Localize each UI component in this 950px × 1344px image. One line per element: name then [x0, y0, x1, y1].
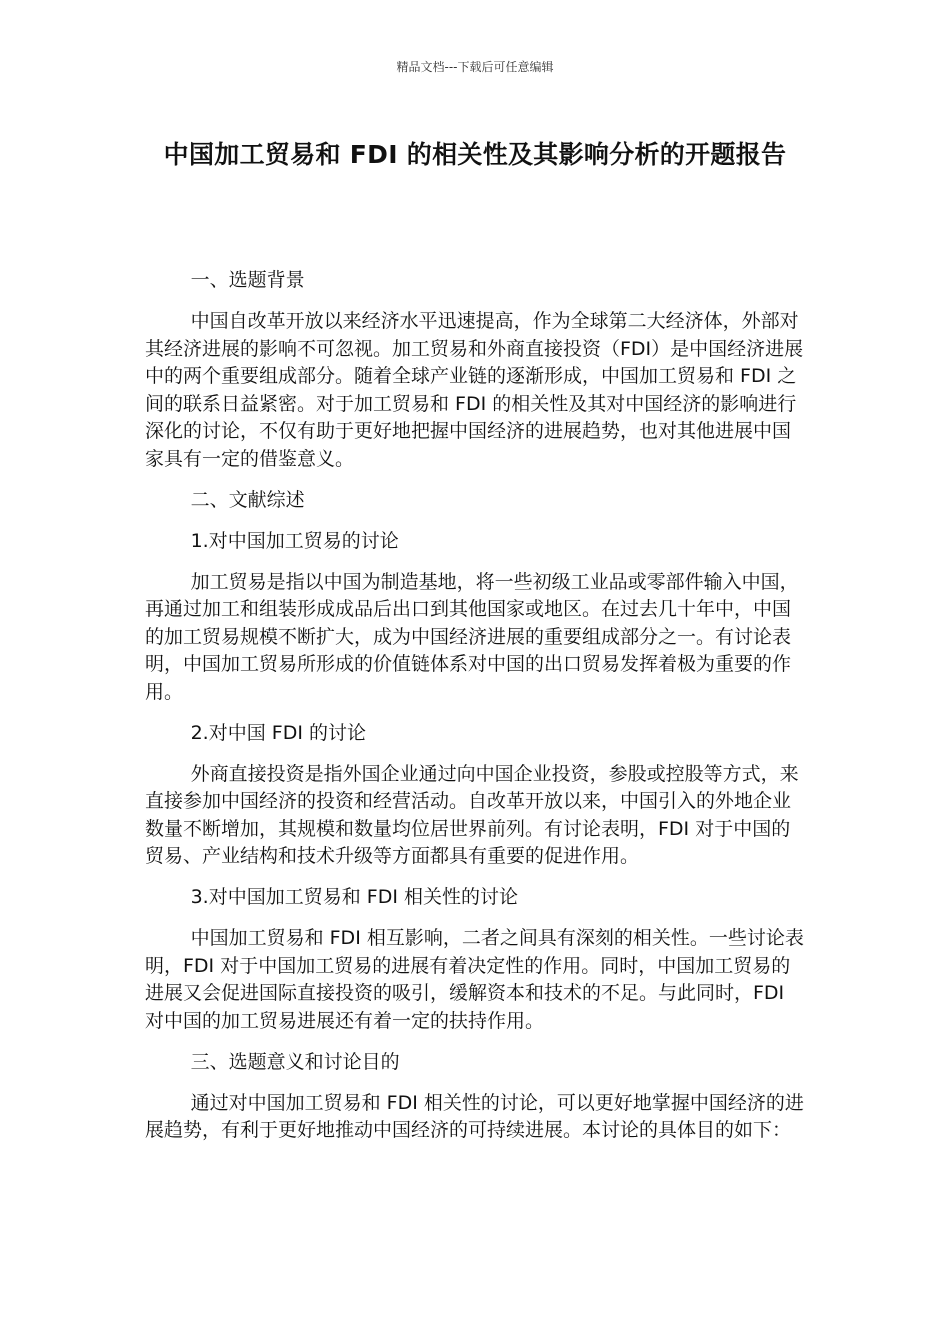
section-heading: 一、选题背景: [190, 269, 305, 291]
document-title: 中国加工贸易和 FDI 的相关性及其影响分析的开题报告: [163, 140, 787, 169]
subsection-heading: 1.对中国加工贸易的讨论: [190, 529, 399, 552]
body-paragraph: 外商直接投资是指外国企业通过向中国企业投资，参股或控股等方式，来直接参加中国经济的投资和经营活动。自改革开放以来，中国引入的外地企业数量不断增加，其规模和数量均位居世界前列。有讨论表明，FDI 对于中国的贸易、产业结构和技术升级等方面都具有重要的促进作用。: [145, 762, 799, 867]
document-body: [145, 267, 807, 1158]
body-paragraph: 加工贸易是指以中国为制造基地，将一些初级工业品或零部件输入中国，再通过加工和组装形成成品后出口到其他国家或地区。在过去几十年中，中国的加工贸易规模不断扩大，成为中国经济进展的重要组成部分之一。有讨论表明，中国加工贸易所形成的价值链体系对中国的出口贸易发挥着极为重要的作用。: [145, 570, 799, 703]
body-paragraph: 中国加工贸易和 FDI 相互影响，二者之间具有深刻的相关性。一些讨论表明，FDI 对于中国加工贸易的进展有着决定性的作用。同时，中国加工贸易的进展又会促进国际直接投资的吸引，缓解资本和技术的不足。与此同时，FDI 对中国的加工贸易进展还有着一定的扶持作用。: [145, 927, 804, 1032]
subsection-heading: 2.对中国 FDI 的讨论: [190, 721, 366, 744]
section-heading: 三、选题意义和讨论目的: [190, 1050, 400, 1073]
subsection-heading: 3.对中国加工贸易和 FDI 相关性的讨论: [190, 886, 518, 908]
section-heading: 二、文献综述: [190, 488, 305, 511]
body-paragraph: 中国自改革开放以来经济水平迅速提高，作为全球第二大经济体，外部对其经济进展的影响不可忽视。加工贸易和外商直接投资（FDI）是中国经济进展中的两个重要组成部分。随着全球产业链的逐渐形成，中国加工贸易和 FDI 之间的联系日益紧密。对于加工贸易和 FDI 的相关性及其对中国经济的影响进行深化的讨论，不仅有助于更好地把握中国经济的进展趋势，也对其他进展中国家具有一定的借鉴意义。: [145, 310, 804, 470]
page-header: 精品文档---下载后可任意编辑: [396, 60, 554, 74]
body-paragraph: 通过对中国加工贸易和 FDI 相关性的讨论，可以更好地掌握中国经济的进展趋势，有利于更好地推动中国经济的可持续进展。本讨论的具体目的如下：: [145, 1091, 804, 1141]
